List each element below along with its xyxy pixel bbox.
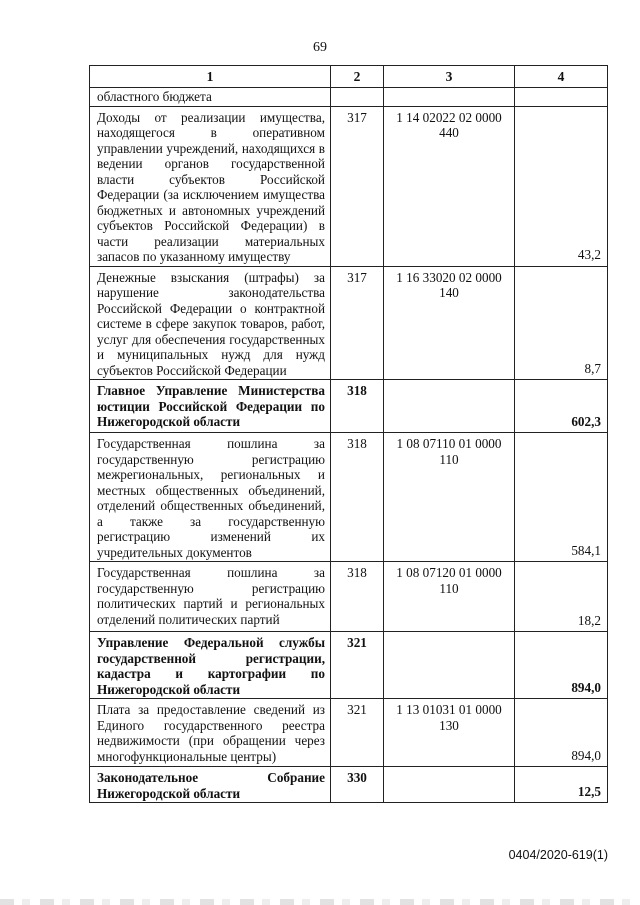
scan-edge-artifact <box>0 899 640 905</box>
row-budget-code: 1 13 01031 01 0000 130 <box>384 699 515 767</box>
row-amount: 894,0 <box>515 699 608 767</box>
row-admin-code: 318 <box>331 433 384 562</box>
budget-revenue-table <box>89 65 608 803</box>
row-amount: 43,2 <box>515 106 608 266</box>
table-row-organization <box>90 380 608 433</box>
table-row <box>90 699 608 767</box>
organization-total: 12,5 <box>515 767 608 803</box>
table-header-row <box>90 66 608 88</box>
row-admin-code: 321 <box>331 632 384 699</box>
row-budget-code <box>384 380 515 433</box>
organization-name: Управление Федеральной службы государственной регистрации, кадастра и картографии по Нижегородской области <box>90 632 331 699</box>
header-col-3: 3 <box>384 66 515 88</box>
header-col-1: 1 <box>90 66 331 88</box>
row-name: Государственная пошлина за государственную регистрацию политических партий и региональных отделений политических партий <box>90 562 331 632</box>
row-budget-code: 1 08 07120 01 0000 110 <box>384 562 515 632</box>
row-name: Доходы от реализации имущества, находящегося в оперативном управлении учреждений, находящихся в ведении органов государственной власти субъектов Российской Федерации (за исключением имущества бюджетных и автономных учреждений субъектов Российской Федерации) в части реализации материальных запасов по указанному имуществу <box>90 106 331 266</box>
continuation-cell: областного бюджета <box>90 88 331 107</box>
row-budget-code: 1 16 33020 02 0000 140 <box>384 266 515 380</box>
row-amount: 18,2 <box>515 562 608 632</box>
organization-total: 602,3 <box>515 380 608 433</box>
table-row-organization <box>90 632 608 699</box>
row-name: Денежные взыскания (штрафы) за нарушение законодательства Российской Федерации о контрактной системе в сфере закупок товаров, работ, услуг для обеспечения государственных и муниципальных нужд для нужд субъектов Российской Федерации <box>90 266 331 380</box>
table-row <box>90 106 608 266</box>
table-row <box>90 562 608 632</box>
row-name: Государственная пошлина за государственную регистрацию межрегиональных, региональных и местных общественных объединений, отделений общественных объединений, а также за государственную регистрацию изменений их учредительных документов <box>90 433 331 562</box>
row-amount: 8,7 <box>515 266 608 380</box>
row-admin-code: 317 <box>331 266 384 380</box>
row-admin-code: 318 <box>331 562 384 632</box>
organization-total: 894,0 <box>515 632 608 699</box>
header-col-2: 2 <box>331 66 384 88</box>
row-amount: 584,1 <box>515 433 608 562</box>
page-number: 69 <box>313 40 327 55</box>
row-admin-code: 321 <box>331 699 384 767</box>
header-col-4: 4 <box>515 66 608 88</box>
row-budget-code: 1 14 02022 02 0000 440 <box>384 106 515 266</box>
row-admin-code: 318 <box>331 380 384 433</box>
row-budget-code <box>384 767 515 803</box>
row-budget-code: 1 08 07110 01 0000 110 <box>384 433 515 562</box>
table-row <box>90 266 608 380</box>
document-code: 0404/2020-619(1) <box>508 848 608 862</box>
organization-name: Главное Управление Министерства юстиции Российской Федерации по Нижегородской области <box>90 380 331 433</box>
table-row-continuation <box>90 88 608 107</box>
row-admin-code: 330 <box>331 767 384 803</box>
table-row-organization <box>90 767 608 803</box>
organization-name: Законодательное Собрание Нижегородской области <box>90 767 331 803</box>
row-admin-code: 317 <box>331 106 384 266</box>
row-budget-code <box>384 632 515 699</box>
table-row <box>90 433 608 562</box>
row-name: Плата за предоставление сведений из Единого государственного реестра недвижимости (при обращении через многофункциональные центры) <box>90 699 331 767</box>
